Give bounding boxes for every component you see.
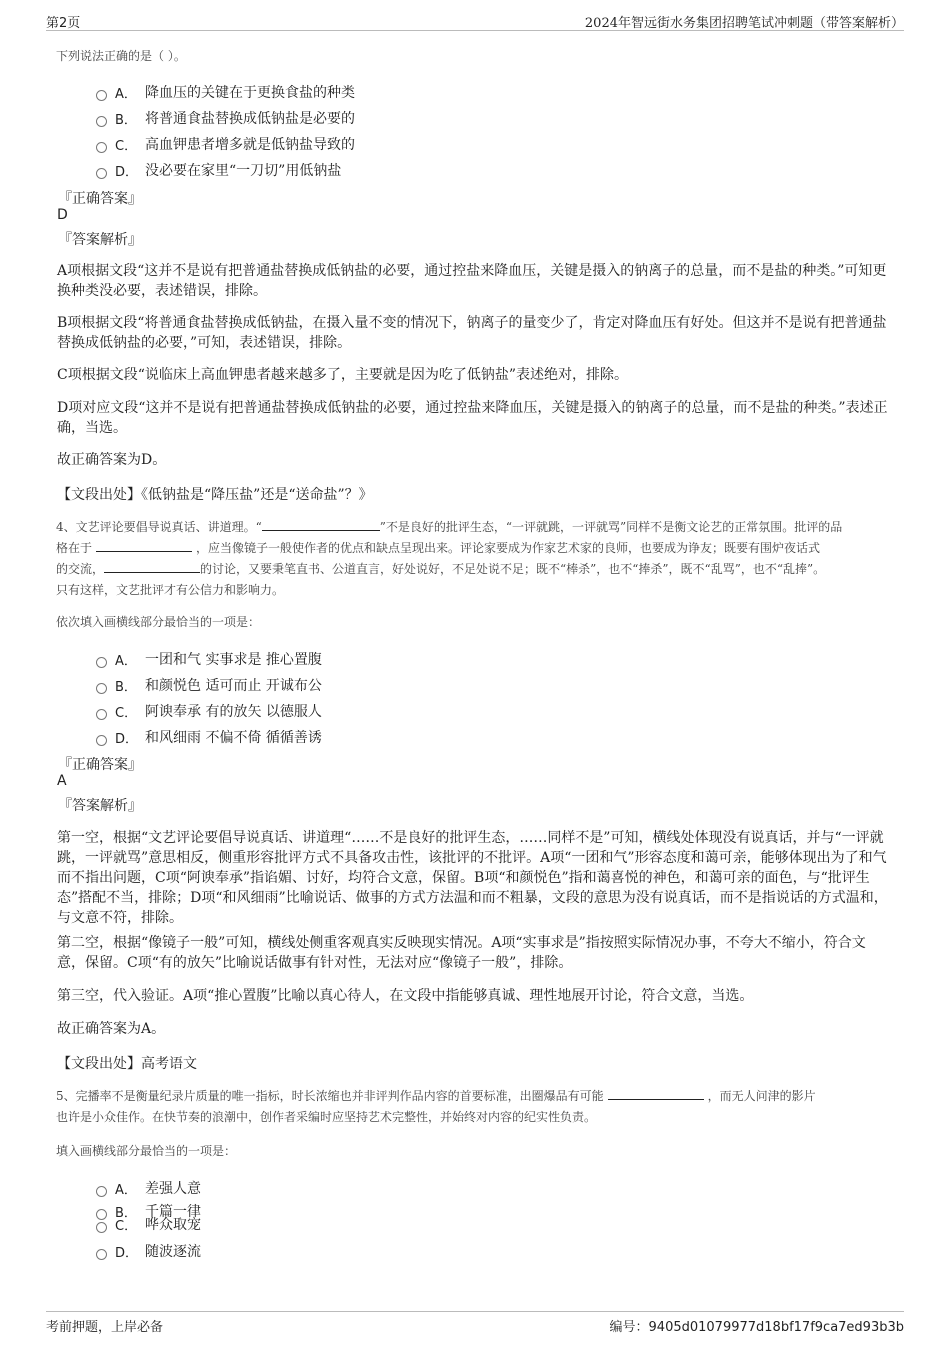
q5-option-c[interactable]: C． 哗众取宠 — [96, 1214, 201, 1234]
radio-icon[interactable] — [96, 142, 107, 153]
q3-analysis-b: B项根据文段“将普通食盐替换成低钠盐，在摄入量不变的情况下，钠离子的量变少了，肯定对降血压有好处。但这并不是说有把普通盐替换成低钠盐的必要，”可知，表述错误，排除。 — [57, 315, 887, 351]
q3-answer: D — [57, 207, 68, 223]
fill-blank — [262, 518, 380, 531]
q5-option-a[interactable]: A． 差强人意 — [96, 1178, 201, 1198]
page-header — [46, 8, 904, 31]
q3-option-a[interactable]: A． 降血压的关键在于更换食盐的种类 — [96, 82, 355, 102]
q4-option-d[interactable]: D． 和风细雨 不偏不倚 循循善诱 — [96, 727, 322, 747]
q5-prompt: 填入画横线部分最恰当的一项是： — [56, 1144, 237, 1158]
document-title: 2024年智远街水务集团招聘笔试冲刺题（带答案解析） — [584, 16, 904, 31]
q3-source: 【文段出处】《低钠盐是“降压盐”还是“送命盐”？》 — [57, 487, 373, 503]
q4-analysis-blank1: 第一空，根据“文艺评论要倡导说真话、讲道理“……不是良好的批评生态，……同样不是”可知，横线处体现没有说真话，并与“一评就跳，一评就骂”意思相反，侧重形容批评方式不具备攻击性，该批评的不批评。A项“一团和气”形容态度和蔼可亲，能够体现出为了和气而不指出问题，C项“阿谀奉承”指谄媚、讨好，均符合文意，保留。B项“和颜悦色”指和蔼喜悦的神色，和蔼可亲的面色，与“批评生态”搭配不当，排除；D项“和风细雨”比喻说话、做事的方式方法温和而不粗暴，文段的意思为没有说真话，而不是指说话的方式温和，与文意不符，排除。 — [57, 830, 888, 926]
radio-icon[interactable] — [96, 168, 107, 179]
q3-analysis-label: 『答案解析』 — [58, 232, 142, 248]
q4-conclusion: 故正确答案为A。 — [57, 1021, 166, 1037]
radio-icon[interactable] — [96, 735, 107, 746]
q4-analysis-blank2: 第二空，根据“像镜子一般”可知，横线处侧重客观真实反映现实情况。A项“实事求是”指按照实际情况办事，不夸大不缩小，符合文意，保留。C项“有的放矢”比喻说话做事有针对性，无法对应“像镜子一般”，排除。 — [57, 935, 866, 971]
q5-option-d[interactable]: D． 随波逐流 — [96, 1241, 201, 1261]
radio-icon[interactable] — [96, 683, 107, 694]
q4-source: 【文段出处】高考语文 — [57, 1056, 197, 1072]
radio-icon[interactable] — [96, 116, 107, 127]
radio-icon[interactable] — [96, 1222, 107, 1233]
q4-prompt: 依次填入画横线部分最恰当的一项是： — [56, 615, 261, 629]
q3-option-c[interactable]: C． 高血钾患者增多就是低钠盐导致的 — [96, 134, 355, 154]
radio-icon[interactable] — [96, 1249, 107, 1260]
q4-analysis-blank3: 第三空，代入验证。A项“推心置腹”比喻以真心待人，在文段中指能够真诚、理性地展开讨论，符合文意，当选。 — [57, 988, 754, 1004]
fill-blank — [608, 1087, 704, 1100]
document-code: 编号：9405d01079977d18bf17f9ca7ed93b3b — [609, 1320, 904, 1335]
radio-icon[interactable] — [96, 657, 107, 668]
q5-option-b[interactable]: B． 千篇一律 — [96, 1201, 201, 1221]
radio-icon[interactable] — [96, 90, 107, 101]
q3-analysis-d: D项对应文段“这并不是说有把普通盐替换成低钠盐的必要，通过控盐来降血压，关键是摄入的钠离子的总量，而不是盐的种类。”表述正确，当选。 — [57, 400, 888, 436]
q3-stem: 下列说法正确的是（ ）。 — [56, 49, 186, 63]
footer-slogan: 考前押题，上岸必备 — [46, 1320, 164, 1335]
q4-stem: 4、文艺评论要倡导说真话、讲道理。“ ”不是良好的批评生态，“一评就跳，一评就骂”同样不是衡文论艺的正常氛围。批评的品 格在于 ，应当像镜子一般使作者的优点和缺点呈现出来。评论家要成为作家艺术家的良师，也要成为诤友；既要有围炉夜话式 的交流， 的讨论，又要秉笔直书、公道直言，好处说好，不足处说不足；既不“棒杀”，也不“捧杀”，既不“乱骂”，也不“乱捧”。 只有这样，文艺批评才有公信力和影响力。 — [56, 520, 843, 597]
q5-stem: 5、完播率不是衡量纪录片质量的唯一指标，时长浓缩也并非评判作品内容的首要标准，出圈爆品有可能 ，而无人问津的影片 也许是小众佳作。在快节奏的浪潮中，创作者采编时应坚持艺术完整性，并始终对内容的纪实性负责。 — [56, 1089, 816, 1124]
q4-analysis-label: 『答案解析』 — [58, 798, 142, 814]
q4-answer-label: 『正确答案』 — [58, 757, 142, 773]
radio-icon[interactable] — [96, 1186, 107, 1197]
q3-answer-label: 『正确答案』 — [58, 191, 142, 207]
page-number: 第2页 — [46, 16, 81, 31]
q3-option-b[interactable]: B． 将普通食盐替换成低钠盐是必要的 — [96, 108, 355, 128]
q4-option-c[interactable]: C． 阿谀奉承 有的放矢 以德服人 — [96, 701, 322, 721]
q4-answer: A — [57, 773, 67, 789]
q4-option-b[interactable]: B． 和颜悦色 适可而止 开诚布公 — [96, 675, 322, 695]
radio-icon[interactable] — [96, 709, 107, 720]
q4-option-a[interactable]: A． 一团和气 实事求是 推心置腹 — [96, 649, 322, 669]
q3-conclusion: 故正确答案为D。 — [57, 452, 167, 468]
q3-analysis-c: C项根据文段“说临床上高血钾患者越来越多了，主要就是因为吃了低钠盐”表述绝对，排除。 — [57, 367, 629, 383]
q3-analysis-a: A项根据文段“这并不是说有把普通盐替换成低钠盐的必要，通过控盐来降血压，关键是摄入的钠离子的总量，而不是盐的种类。”可知更换种类没必要，表述错误，排除。 — [57, 263, 887, 299]
fill-blank — [104, 560, 200, 573]
page-footer — [46, 1311, 904, 1342]
q3-option-d[interactable]: D． 没必要在家里“一刀切”用低钠盐 — [96, 160, 341, 180]
fill-blank — [96, 539, 192, 552]
